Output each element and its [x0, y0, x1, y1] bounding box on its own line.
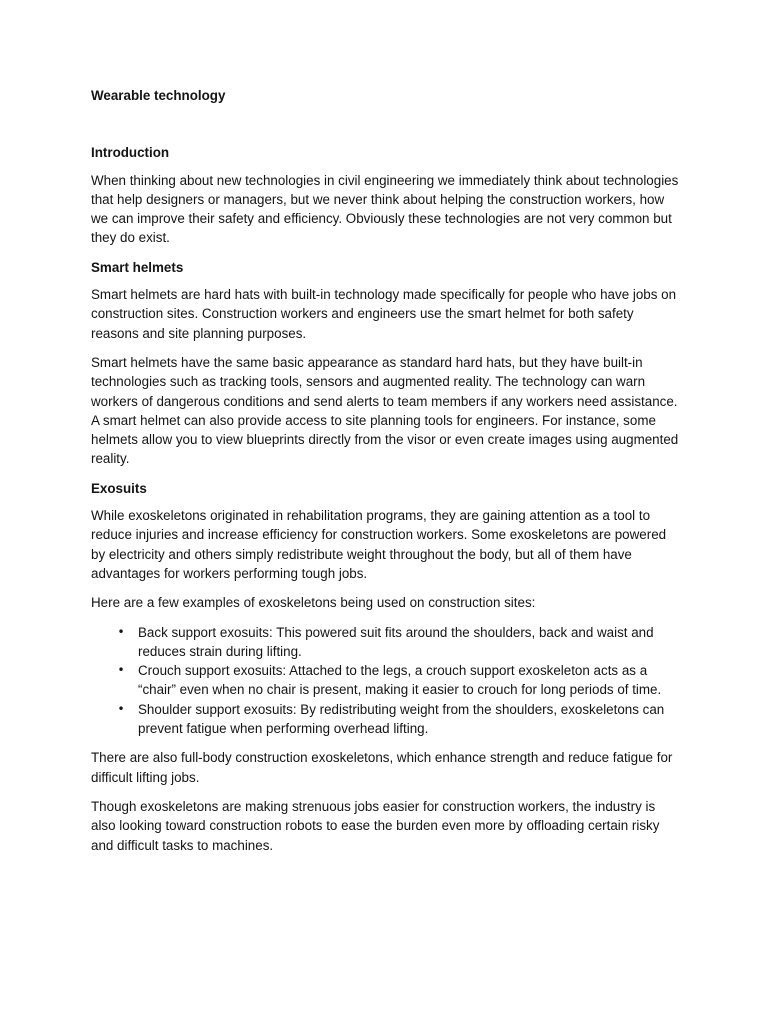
exosuit-examples-list — [91, 623, 681, 739]
smart-helmets-paragraph-2: Smart helmets have the same basic appearance as standard hard hats, but they have built-in technologies such as tracking tools, sensors and augmented reality. The technology can warn workers of dangerous conditions and send alerts to team members if any workers need assistance. A smart helmet can also provide access to site planning tools for engineers. For instance, some helmets allow you to view blueprints directly from the visor or even create images using augmented reality. — [91, 354, 679, 467]
section-heading-smart-helmets: Smart helmets — [91, 259, 184, 275]
exosuits-paragraph-1: While exoskeletons originated in rehabilitation programs, they are gaining attention as a tool to reduce injuries and increase efficiency for construction workers. Some exoskeletons are powered by electricity and others simply redistribute weight throughout the body, but all of them have advantages for workers performing tough jobs. — [91, 508, 667, 581]
section-heading-introduction: Introduction — [91, 145, 170, 161]
bullet-icon: • — [117, 701, 125, 716]
section-heading-exosuits: Exosuits — [91, 480, 147, 496]
exosuits-examples-intro: Here are a few examples of exoskeletons being used on construction sites: — [91, 595, 536, 611]
list-item — [91, 700, 681, 739]
bullet-icon: • — [117, 663, 125, 678]
document-title: Wearable technology — [91, 88, 226, 103]
introduction-paragraph: When thinking about new technologies in civil engineering we immediately think about technologies that help designers or managers, but we never think about helping the construction workers, how we can improve their safety and efficiency. Obviously these technologies are not very common but they do exist. — [91, 172, 679, 246]
full-body-exoskeletons-paragraph: There are also full-body construction exoskeletons, which enhance strength and reduce fatigue for difficult lifting jobs. — [91, 750, 673, 785]
document-body — [91, 86, 681, 865]
list-item-text: Back support exosuits: This powered suit fits around the shoulders, back and waist and reduces strain during lifting. — [138, 624, 654, 659]
bullet-icon: • — [117, 624, 125, 639]
list-item — [91, 661, 681, 700]
list-item-text: Crouch support exosuits: Attached to the legs, a crouch support exoskeleton acts as a “chair” even when no chair is present, making it easier to crouch for long periods of time. — [138, 663, 662, 698]
construction-robots-paragraph: Though exoskeletons are making strenuous jobs easier for construction workers, the industry is also looking toward construction robots to ease the burden even more by offloading certain risky and difficult tasks to machines. — [91, 798, 660, 853]
list-item-text: Shoulder support exosuits: By redistributing weight from the shoulders, exoskeletons can prevent fatigue when performing overhead lifting. — [138, 701, 665, 737]
list-item — [91, 623, 681, 662]
smart-helmets-paragraph-1: Smart helmets are hard hats with built-in technology made specifically for people who have jobs on construction sites. Construction workers and engineers use the smart helmet for both safety reasons and site planning purposes. — [91, 287, 677, 341]
